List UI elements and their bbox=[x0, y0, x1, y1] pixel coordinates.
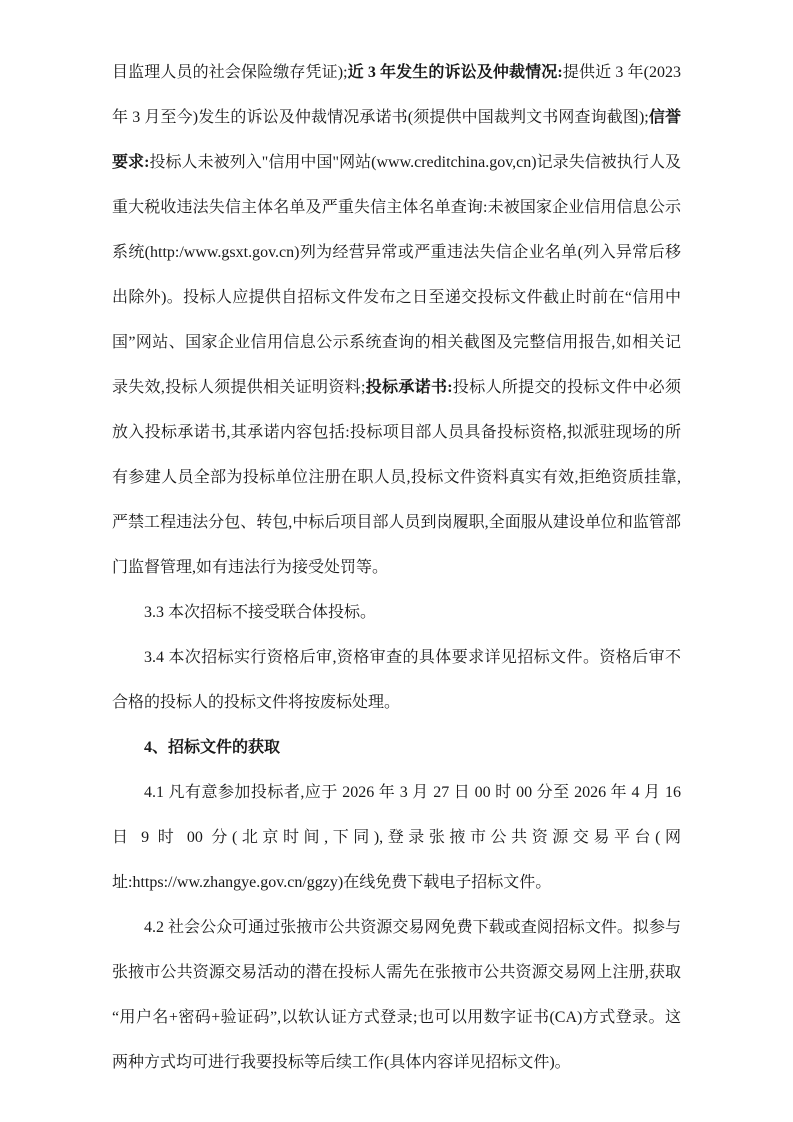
text-run: 投标人所提交的投标文件中必须放入投标承诺书,其承诺内容包括:投标项目部人员具备投标资格,拟派驻现场的所有参建人员全部为投标单位注册在职人员,投标文件资料真实有效,拒绝资质挂靠,严禁工程违法分包、转包,中标后项目部人员到岗履职,全面服从建设单位和监管部门监督管理,如有违法行为接受处罚等。 bbox=[112, 379, 681, 576]
text-run: 4.1 凡有意参加投标者,应于 2026 年 3 月 27 日 00 时 00 分至 2026 年 4 月 16 日 9 时 00 分(北京时间,下同),登录张掖市公共资源交易平台(网址:https://ww.zhangye.gov.cn/ggzy)在线免费下载电子招标文件。 bbox=[112, 784, 681, 891]
paragraph bbox=[112, 770, 681, 905]
paragraph bbox=[112, 905, 681, 1085]
document-body bbox=[112, 50, 681, 1085]
text-run: 投标人未被列入"信用中国"网站(www.creditchina.gov,cn)记录失信被执行人及重大税收违法失信主体名单及严重失信主体名单查询:未被国家企业信用信息公示系统(http:/www.gsxt.gov.cn)列为经营异常或严重违法失信企业名单(列入异常后移出除外)。投标人应提供自招标文件发布之日至递交投标文件截止时前在“信用中国”网站、国家企业信用信息公示系统查询的相关截图及完整信用报告,如相关记录失效,投标人须提供相关证明资料; bbox=[112, 154, 681, 396]
bold-text-run: 信誉要求: bbox=[112, 109, 681, 171]
paragraph bbox=[112, 590, 681, 635]
text-run: 4.2 社会公众可通过张掖市公共资源交易网免费下载或查阅招标文件。拟参与张掖市公共资源交易活动的潜在投标人需先在张掖市公共资源交易网上注册,获取“用户名+密码+验证码”,以软认证方式登录;也可以用数字证书(CA)方式登录。这两种方式均可进行我要投标等后续工作(具体内容详见招标文件)。 bbox=[112, 919, 681, 1071]
bold-text-run: 近 3 年发生的诉讼及仲裁情况: bbox=[347, 64, 563, 81]
text-run: 目监理人员的社会保险缴存凭证); bbox=[112, 64, 348, 81]
bold-text-run: 4、招标文件的获取 bbox=[144, 739, 281, 756]
paragraph bbox=[112, 635, 681, 725]
paragraph bbox=[112, 50, 681, 590]
text-run: 3.3 本次招标不接受联合体投标。 bbox=[144, 604, 377, 621]
text-run: 3.4 本次招标实行资格后审,资格审查的具体要求详见招标文件。资格后审不合格的投标人的投标文件将按废标处理。 bbox=[112, 649, 681, 711]
bold-text-run: 投标承诺书: bbox=[365, 379, 453, 396]
text-run: 提供近 3 年(2023 年 3 月至今)发生的诉讼及仲裁情况承诺书(须提供中国裁判文书网查询截图); bbox=[112, 64, 681, 126]
section-heading bbox=[112, 725, 681, 770]
